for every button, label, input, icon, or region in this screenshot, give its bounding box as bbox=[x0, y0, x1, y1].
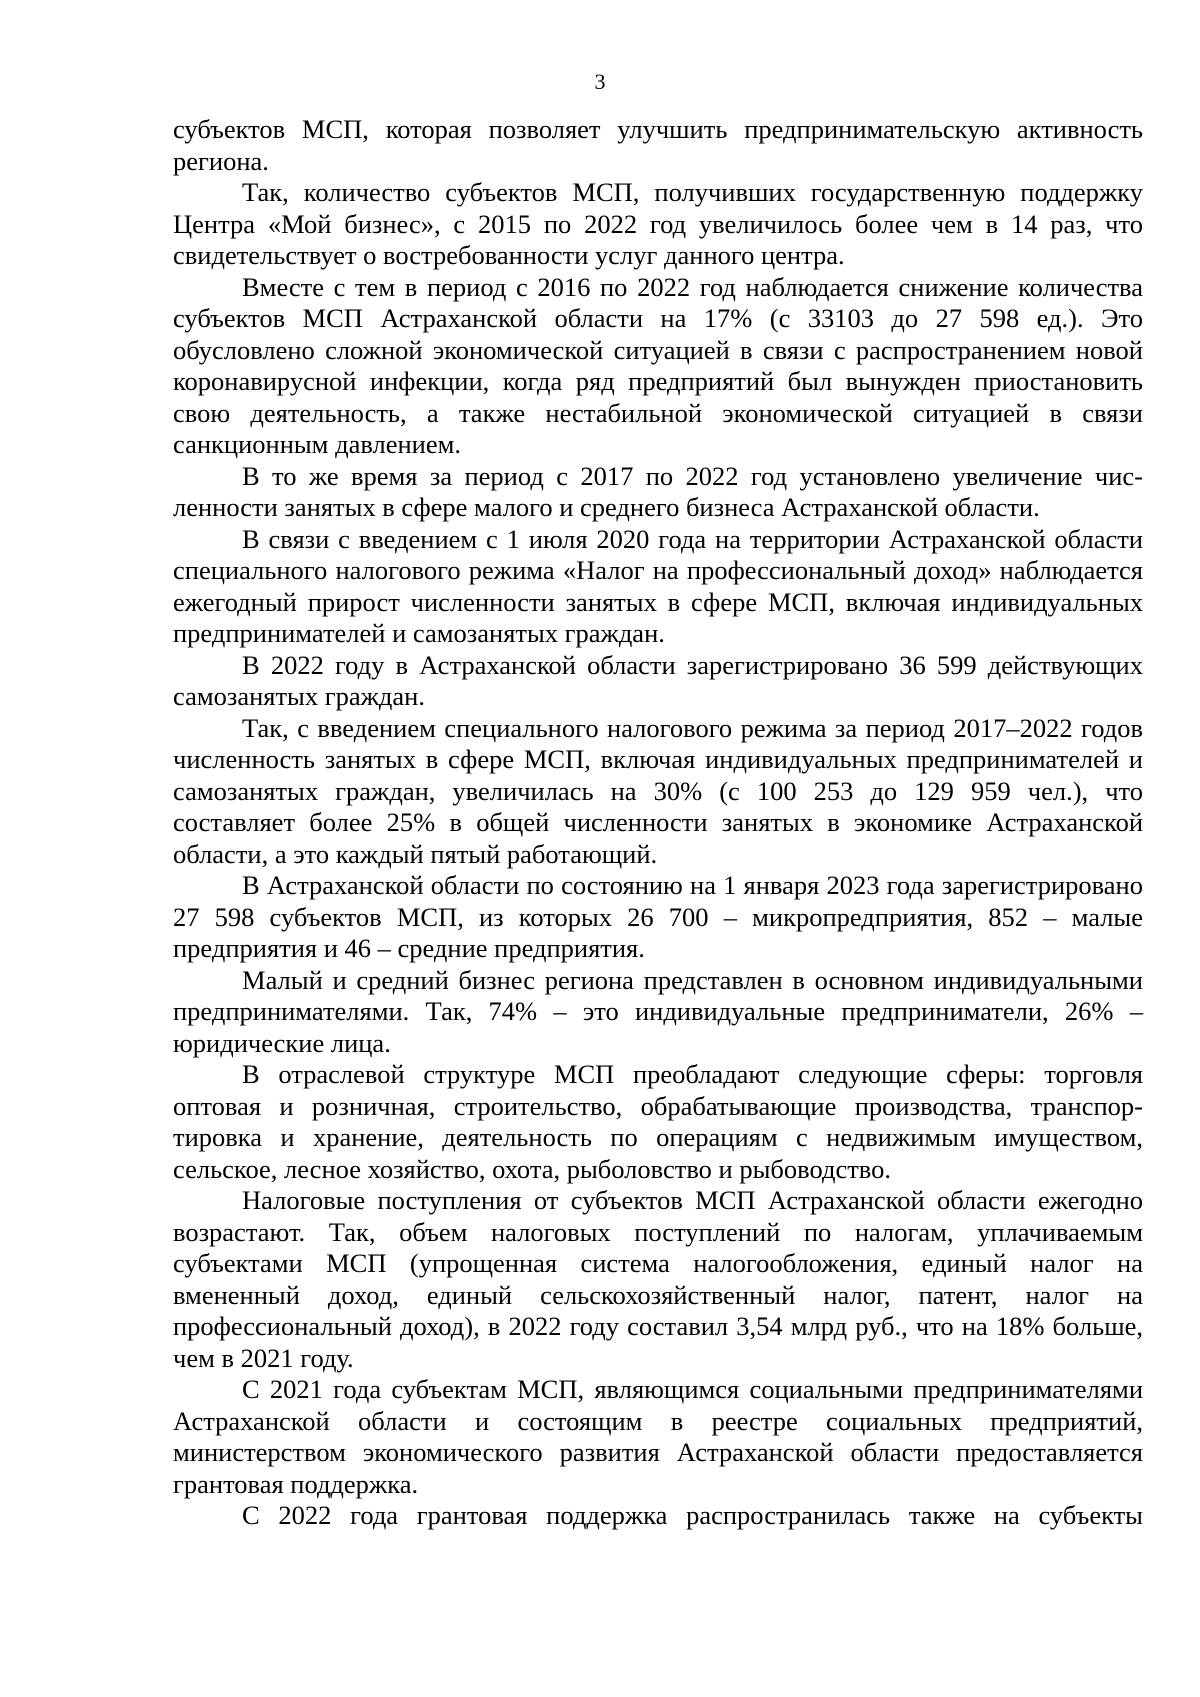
paragraph-5: В связи с введением с 1 июля 2020 года на территории Астраханской области специального налогового режима «Налог на профессиональный доход» наблюдается ежегодный прирост численности занятых в сфере МСП, включая индивидуальных предпринимателей и самозанятых граждан. bbox=[173, 523, 1143, 648]
paragraph-6: В 2022 году в Астраханской области зарегистрировано 36 599 действующих самозанятых граждан. bbox=[173, 649, 1143, 711]
paragraph-12: С 2021 года субъектам МСП, являющимся социальными предпринимателями Астраханской области и состоящим в реестре социальных предприятий, министерством экономического развития Астраханской области предоставляется грантовая поддержка. bbox=[173, 1374, 1143, 1499]
paragraph-8: В Астраханской области по состоянию на 1 января 2023 года зарегистрировано 27 598 субъектов МСП, из которых 26 700 – микропредприятия, 852 – малые предприятия и 46 – средние предприятия. bbox=[173, 870, 1143, 963]
paragraph-10: В отраслевой структуре МСП преобладают следующие сферы: торговля оптовая и розничная, строительство, обрабатывающие производства, транспортировка и хранение, деятельность по операциям с недвижимым имуществом, сельское, лесное хозяйство, охота, рыболовство и рыбоводство. bbox=[173, 1059, 1143, 1184]
paragraph-11: Налоговые поступления от субъектов МСП Астраханской области ежегодно возрастают. Так, объем налоговых поступлений по налогам, уплачиваемым субъектами МСП (упрощенная система налогообложения, единый налог на вмененный доход, единый сельскохозяйственный налог, патент, налог на профессиональный доход), в 2022 году составил 3,54 млрд руб., что на 18% больше, чем в 2021 году. bbox=[173, 1185, 1143, 1373]
paragraph-13: С 2022 года грантовая поддержка распространилась также на субъекты bbox=[242, 1500, 1143, 1530]
paragraph-3: Вместе с тем в период с 2016 по 2022 год наблюдается снижение количества субъектов МСП Астраханской области на 17% (с 33103 до 27 598 ед.). Это обусловлено сложной экономической ситуацией в связи с распространением новой коронавирусной инфекции, когда ряд предприятий был вынужден приостановить свою деятельность, а также нестабильной экономической ситуацией в связи санкционным давлением. bbox=[173, 271, 1143, 459]
paragraph-1: субъектов МСП, которая позволяет улучшить предпринимательскую активность региона. bbox=[173, 114, 1143, 176]
document-body bbox=[173, 114, 1143, 1532]
page-number: 3 bbox=[594, 69, 606, 94]
paragraph-4: В то же время за период с 2017 по 2022 год установлено увеличение численности занятых в сфере малого и среднего бизнеса Астраханской области. bbox=[173, 460, 1143, 522]
paragraph-2: Так, количество субъектов МСП, получивших государственную поддержку Центра «Мой бизнес», с 2015 по 2022 год увеличилось более чем в 14 раз, что свидетельствует о востребованности услуг данного центра. bbox=[173, 177, 1143, 270]
paragraph-7: Так, с введением специального налогового режима за период 2017–2022 годов численность занятых в сфере МСП, включая индивидуальных предпринимателей и самозанятых граждан, увеличилась на 30% (с 100 253 до 129 959 чел.), что составляет более 25% в общей численности занятых в экономике Астраханской области, а это каждый пятый работающий. bbox=[173, 712, 1143, 869]
paragraph-9: Малый и средний бизнес региона представлен в основном индивидуальными предпринимателями. Так, 74% – это индивидуальные предприниматели, 26% – юридические лица. bbox=[173, 964, 1143, 1058]
